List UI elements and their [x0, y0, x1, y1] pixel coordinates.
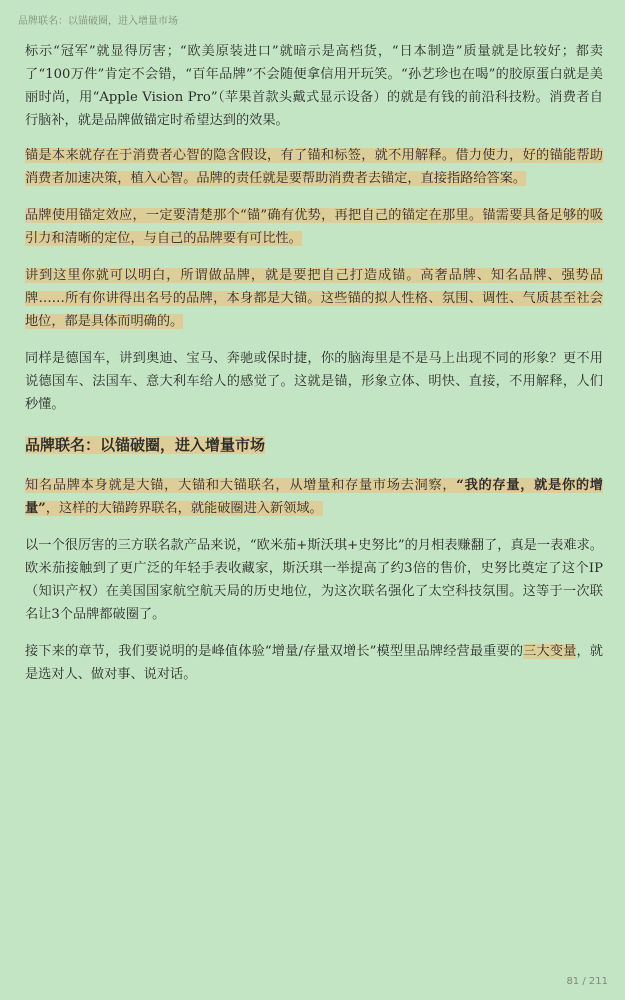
paragraph	[25, 640, 603, 686]
paragraph	[25, 534, 603, 626]
page-separator: /	[579, 976, 589, 987]
paragraph-text: 品牌使用锚定效应，一定要清楚那个“锚”确有优势，再把自己的锚定在那里。锚需要具备足够的吸引力和清晰的定位，与自己的品牌要有可比性。	[25, 208, 603, 246]
paragraph-text: 以一个很厉害的三方联名款产品来说，“欧米茄+斯沃琪+史努比”的月相表赚翻了，真是一表难求。欧米茄接触到了更广泛的年轻手表收藏家，斯沃琪一举提高了约3倍的售价，史努比奠定了这个IP（知识产权）在美国国家航空航天局的历史地位，为这次联名强化了太空科技氛围。这等于一次联名让3个品牌都破圈了。	[25, 538, 603, 622]
paragraph-text: 锚是本来就存在于消费者心智的隐含假设，有了锚和标签，就不用解释。借力使力，好的锚能帮助消费者加速决策，植入心智。品牌的责任就是要帮助消费者去锚定，直接指路给答案。	[25, 148, 603, 186]
page-current: 81	[566, 976, 580, 987]
header-book-title: 品牌联名：以锚破圈，进入增量市场	[18, 16, 178, 27]
paragraph-text: 接下来的章节，我们要说明的是峰值体验“增量/存量双增长”模型里品牌经营最重要的	[25, 644, 524, 659]
paragraph-text: 同样是德国车，讲到奥迪、宝马、奔驰或保时捷，你的脑海里是不是马上出现不同的形象？更不用说德国车、法国车、意大利车给人的感觉了。这就是锚，形象立体、明快、直接，不用解释，人们秒懂。	[25, 351, 603, 412]
section-heading-text: 品牌联名：以锚破圈，进入增量市场	[25, 436, 266, 454]
highlighted-paragraph[interactable]	[25, 474, 603, 520]
highlighted-paragraph[interactable]	[25, 204, 603, 250]
paragraph-text: ，这样的大锚跨界联名，就能破圈进入新领域。	[45, 501, 323, 516]
paragraph	[25, 40, 603, 132]
section-heading[interactable]	[25, 434, 603, 456]
paragraph-text: ，就是选对人、做对事、说对话。	[25, 644, 603, 682]
paragraph	[25, 347, 603, 416]
paragraph-text: 标示“冠军”就显得厉害；“欧美原装进口”就暗示是高档货，“日本制造”质量就是比较好；都卖了“100万件”肯定不会错，“百年品牌”不会随便拿信用开玩笑。“孙艺珍也在喝”的胶原蛋白就是美丽时尚，用“Apple Vision Pro”（苹果首款头戴式显示设备）的就是有钱的前沿科技粉。消费者自行脑补，就是品牌做锚定时希望达到的效果。	[25, 44, 603, 128]
highlighted-paragraph[interactable]	[25, 144, 603, 190]
paragraph-text: 讲到这里你就可以明白，所谓做品牌，就是要把自己打造成锚。高奢品牌、知名品牌、强势品牌……所有你讲得出名号的品牌，本身都是大锚。这些锚的拟人性格、氛围、调性、气质甚至社会地位，都是具体而明确的。	[25, 268, 603, 329]
highlighted-phrase[interactable]: 三大变量	[523, 644, 577, 659]
paragraph-text: 知名品牌本身就是大锚，大锚和大锚联名，从增量和存量市场去洞察，	[25, 478, 457, 493]
paragraph-bold-text: “我的存量，就是你的增量”	[25, 478, 603, 516]
page-total: 211	[588, 976, 608, 987]
highlighted-paragraph[interactable]	[25, 264, 603, 333]
page-indicator	[566, 976, 608, 987]
reading-content	[25, 40, 603, 700]
